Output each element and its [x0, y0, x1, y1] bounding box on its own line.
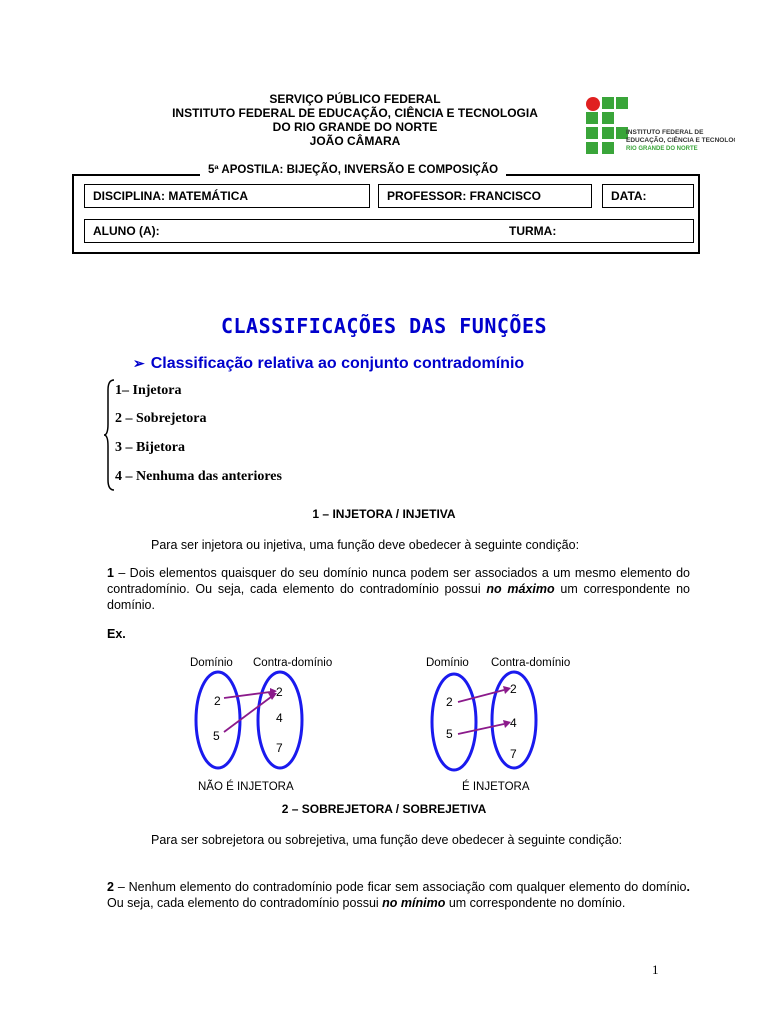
section-1-condition	[107, 565, 690, 613]
section-1-intro: Para ser injetora ou injetiva, uma função deve obedecer à seguinte condição:	[151, 538, 580, 552]
section-2-intro: Para ser sobrejetora ou sobrejetiva, uma função deve obedecer à seguinte condição:	[151, 833, 623, 847]
page-number: 1	[652, 962, 659, 977]
header-line-3: DO RIO GRANDE DO NORTE	[272, 120, 438, 134]
arrow-bullet-icon: ➢	[133, 355, 145, 371]
codomain-element: 2	[510, 682, 517, 696]
domain-label: Domínio	[190, 657, 233, 669]
disciplina-field: DISCIPLINA: MATEMÁTICA	[84, 184, 370, 208]
codomain-element: 4	[510, 716, 517, 730]
diagram-injective	[418, 650, 588, 795]
condition-text: – Dois elementos quaisquer do seu domínio nunca podem ser associados a um mesmo elemento do contradomínio. Ou seja, cada elemento do contradomínio possui	[107, 566, 690, 596]
aluno-field	[84, 219, 694, 243]
condition-text: Ou seja, cada elemento do contradomínio possui	[107, 896, 383, 910]
subtitle-text: Classificação relativa ao conjunto contradomínio	[150, 355, 525, 372]
diagram-not-injective	[180, 650, 350, 795]
codomain-label: Contra-domínio	[253, 657, 333, 669]
diagram-caption: NÃO É INJETORA	[198, 781, 294, 793]
header-line-1: SERVIÇO PÚBLICO FEDERAL	[269, 92, 441, 106]
domain-element: 2	[446, 695, 453, 709]
mapping-arrow	[458, 724, 504, 734]
domain-element: 2	[214, 694, 221, 708]
subtitle	[133, 355, 524, 373]
logo-text-2: EDUCAÇÃO, CIÊNCIA E TECNOLOGIA	[626, 137, 735, 144]
condition-text: .	[686, 880, 690, 894]
codomain-element: 2	[276, 685, 283, 699]
condition-number: 1	[107, 566, 114, 580]
domain-ellipse	[432, 674, 476, 770]
section-2-condition	[107, 879, 690, 911]
diagram-caption: É INJETORA	[462, 781, 530, 793]
codomain-element: 7	[276, 741, 283, 755]
section-2-title: 2 – SOBREJETORA / SOBREJETIVA	[281, 802, 487, 816]
handout-title: 5ª APOSTILA: BIJEÇÃO, INVERSÃO E COMPOSIÇÃO	[200, 164, 506, 176]
list-item: 2 – Sobrejetora	[115, 411, 207, 426]
list-item: 3 – Bijetora	[115, 440, 185, 455]
page-title: CLASSIFICAÇÕES DAS FUNÇÕES	[220, 314, 548, 338]
codomain-element: 7	[510, 747, 517, 761]
professor-field: PROFESSOR: FRANCISCO	[378, 184, 592, 208]
list-item: 4 – Nenhuma das anteriores	[115, 469, 282, 484]
codomain-label: Contra-domínio	[491, 657, 571, 669]
logo-text-1: INSTITUTO FEDERAL DE	[626, 129, 704, 136]
domain-element: 5	[446, 727, 453, 741]
ifrn-logo	[585, 96, 735, 156]
header-line-2: INSTITUTO FEDERAL DE EDUCAÇÃO, CIÊNCIA E TECNOLOGIA	[172, 106, 538, 120]
condition-number: 2	[107, 880, 114, 894]
turma-label: TURMA:	[509, 224, 557, 238]
list-item: 1– Injetora	[115, 383, 182, 398]
emphasis-text: no máximo	[486, 582, 555, 596]
example-label: Ex.	[107, 627, 126, 641]
domain-element: 5	[213, 729, 220, 743]
condition-text: um correspondente no domínio.	[107, 582, 690, 612]
aluno-label: ALUNO (A):	[93, 224, 160, 238]
domain-label: Domínio	[426, 657, 469, 669]
section-1-title: 1 – INJETORA / INJETIVA	[312, 507, 456, 521]
mapping-arrow	[224, 697, 271, 732]
codomain-element: 4	[276, 711, 283, 725]
mapping-arrow	[224, 692, 270, 698]
emphasis-text: no mínimo	[382, 896, 446, 910]
condition-text: um correspondente no domínio.	[445, 896, 626, 910]
header-line-4: JOÃO CÂMARA	[309, 134, 401, 148]
condition-text: – Nenhum elemento do contradomínio pode ficar sem associação com qualquer elemento do domínio	[113, 880, 687, 894]
data-field: DATA:	[602, 184, 694, 208]
domain-ellipse	[196, 672, 240, 768]
mapping-arrow	[458, 690, 504, 702]
ifrn-logo-icon	[585, 96, 735, 156]
logo-text-3: RIO GRANDE DO NORTE	[626, 146, 698, 152]
